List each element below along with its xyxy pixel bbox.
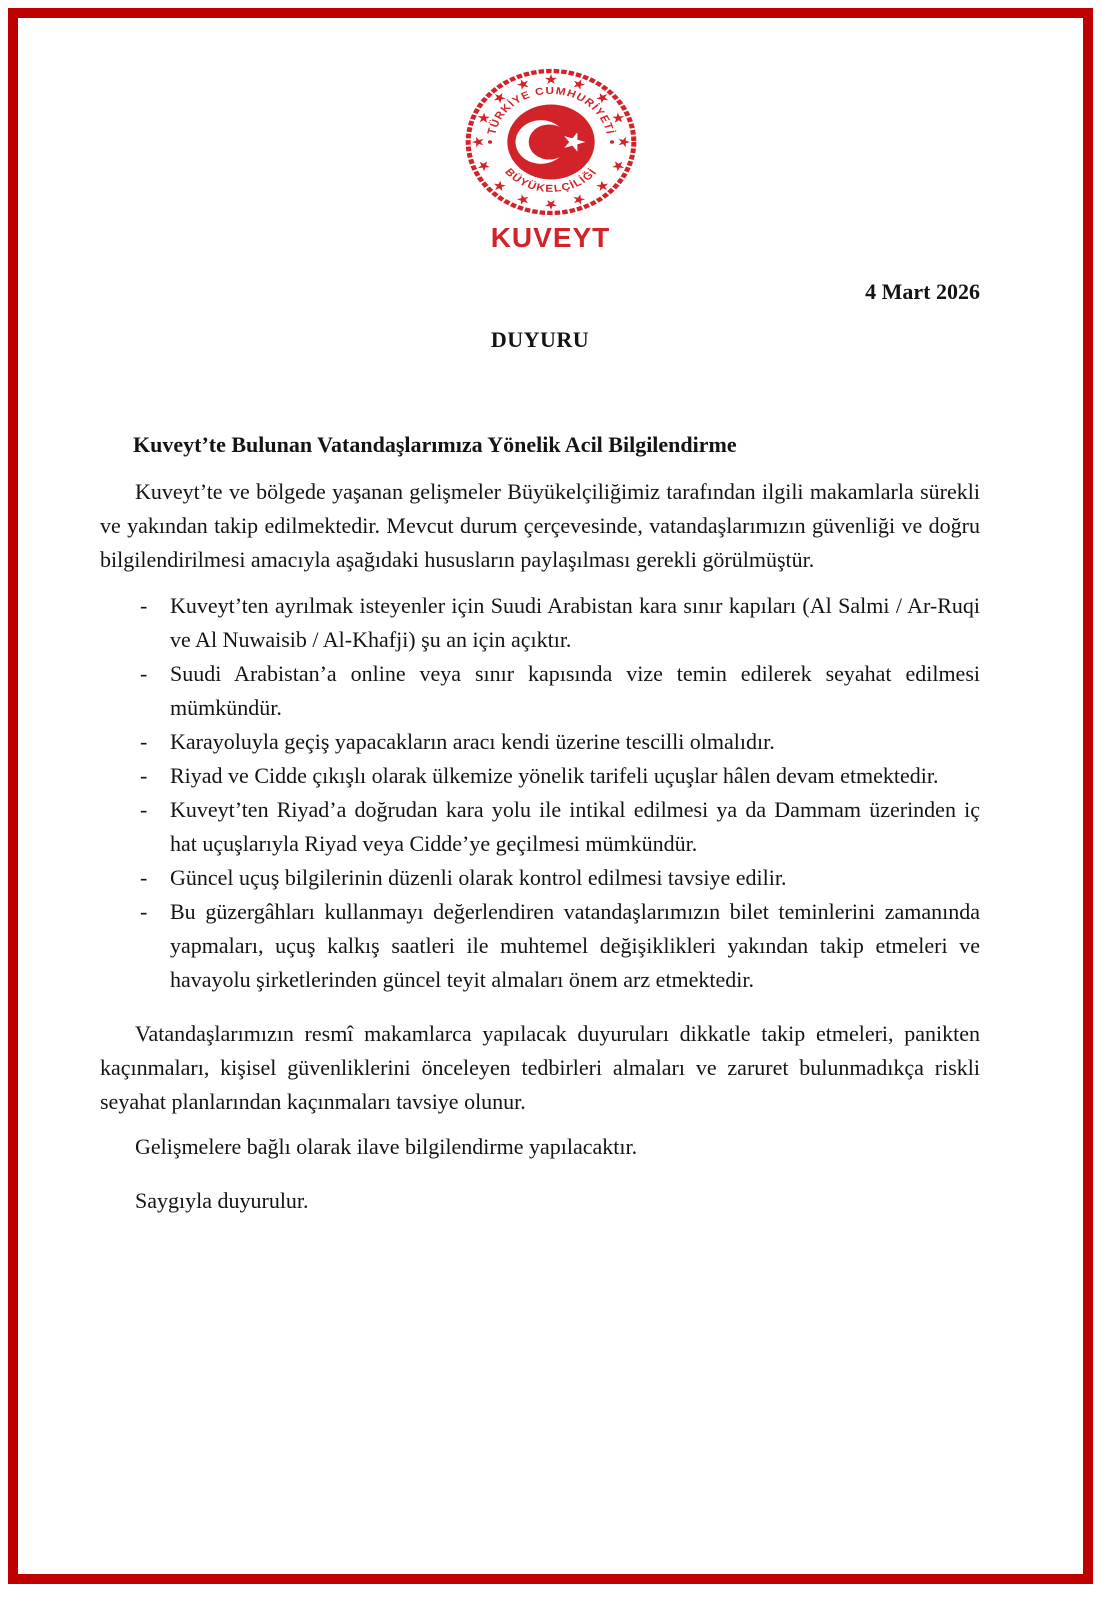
list-item-text: Bu güzergâhları kullanmayı değerlendiren vatandaşlarımızın bilet teminlerini zamanında yapmaları, uçuş kalkış saatleri ile muhtemel değişiklikleri yakından takip etmeleri ve havayolu şirketlerinden güncel teyit almaları önem arz etmektedir.: [170, 899, 980, 992]
seal-top-text: TÜRKİYE CUMHURİYETİ: [485, 85, 616, 136]
document-body: [18, 279, 1083, 1218]
list-dash-marker: -: [140, 593, 148, 618]
document-title: Kuveyt’te Bulunan Vatandaşlarımıza Yönelik Acil Bilgilendirme: [133, 432, 737, 457]
list-item: [100, 589, 980, 657]
list-item: [100, 657, 980, 725]
embassy-city-label: KUVEYT: [490, 222, 611, 253]
list-item: [100, 759, 980, 793]
list-item-text: Kuveyt’ten ayrılmak isteyenler için Suudi Arabistan kara sınır kapıları (Al Salmi / Ar-Ruqi ve Al Nuwaisib / Al-Khafji) şu an için açıktır.: [170, 593, 980, 652]
list-item-text: Suudi Arabistan’a online veya sınır kapısında vize temin edilerek seyahat edilmesi mümkündür.: [170, 661, 980, 720]
seal-bottom-text: BÜYÜKELÇİLİĞİ: [501, 166, 600, 195]
list-item-text: Karayoluyla geçiş yapacakların aracı kendi üzerine tescilli olmalıdır.: [170, 729, 775, 754]
letterhead: [18, 18, 1083, 253]
advice-paragraph: Vatandaşlarımızın resmî makamlarca yapılacak duyuruları dikkatle takip etmeleri, panikten kaçınmaları, kişisel güvenliklerini önceleyen tedbirleri almaları ve zaruret bulunmadıkça riskli seyahat planlarından kaçınmaları tavsiye olunur.: [100, 1021, 980, 1114]
document-type-heading: DUYURU: [490, 327, 590, 352]
list-dash-marker: -: [140, 729, 148, 754]
intro-paragraph: Kuveyt’te ve bölgede yaşanan gelişmeler Büyükelçiliğimiz tarafından ilgili makamlarla sürekli ve yakından takip edilmektedir. Mevcut durum çerçevesinde, vatandaşlarımızın güvenliği ve doğru bilgilendirilmesi amacıyla aşağıdaki hususların paylaşılması gerekli görülmüştür.: [100, 479, 980, 572]
closing-paragraph: Saygıyla duyurulur.: [135, 1188, 309, 1213]
list-dash-marker: -: [140, 797, 148, 822]
list-item: [100, 793, 980, 861]
crescent-star-icon: [507, 105, 594, 180]
list-item-text: Kuveyt’ten Riyad’a doğrudan kara yolu ile intikal edilmesi ya da Dammam üzerinden iç hat uçuşlarıyla Riyad veya Cidde’ye geçilmesi mümkündür.: [170, 797, 980, 856]
list-dash-marker: -: [140, 661, 148, 686]
document-page: [8, 8, 1093, 1584]
followup-paragraph: Gelişmelere bağlı olarak ilave bilgilendirme yapılacaktır.: [135, 1134, 638, 1159]
seal-left-dot: [487, 140, 491, 144]
list-item: [100, 895, 980, 997]
list-item: [100, 725, 980, 759]
list-item-text: Güncel uçuş bilgilerinin düzenli olarak kontrol edilmesi tavsiye edilir.: [170, 865, 787, 890]
document-date: 4 Mart 2026: [865, 279, 980, 304]
list-dash-marker: -: [140, 899, 148, 924]
embassy-seal-icon: [460, 64, 642, 220]
seal-right-dot: [609, 140, 613, 144]
list-item-text: Riyad ve Cidde çıkışlı olarak ülkemize yönelik tarifeli uçuşlar hâlen devam etmektedir.: [170, 763, 939, 788]
list-item: [100, 861, 980, 895]
list-dash-marker: -: [140, 865, 148, 890]
bullet-list: [100, 589, 980, 997]
list-dash-marker: -: [140, 763, 148, 788]
